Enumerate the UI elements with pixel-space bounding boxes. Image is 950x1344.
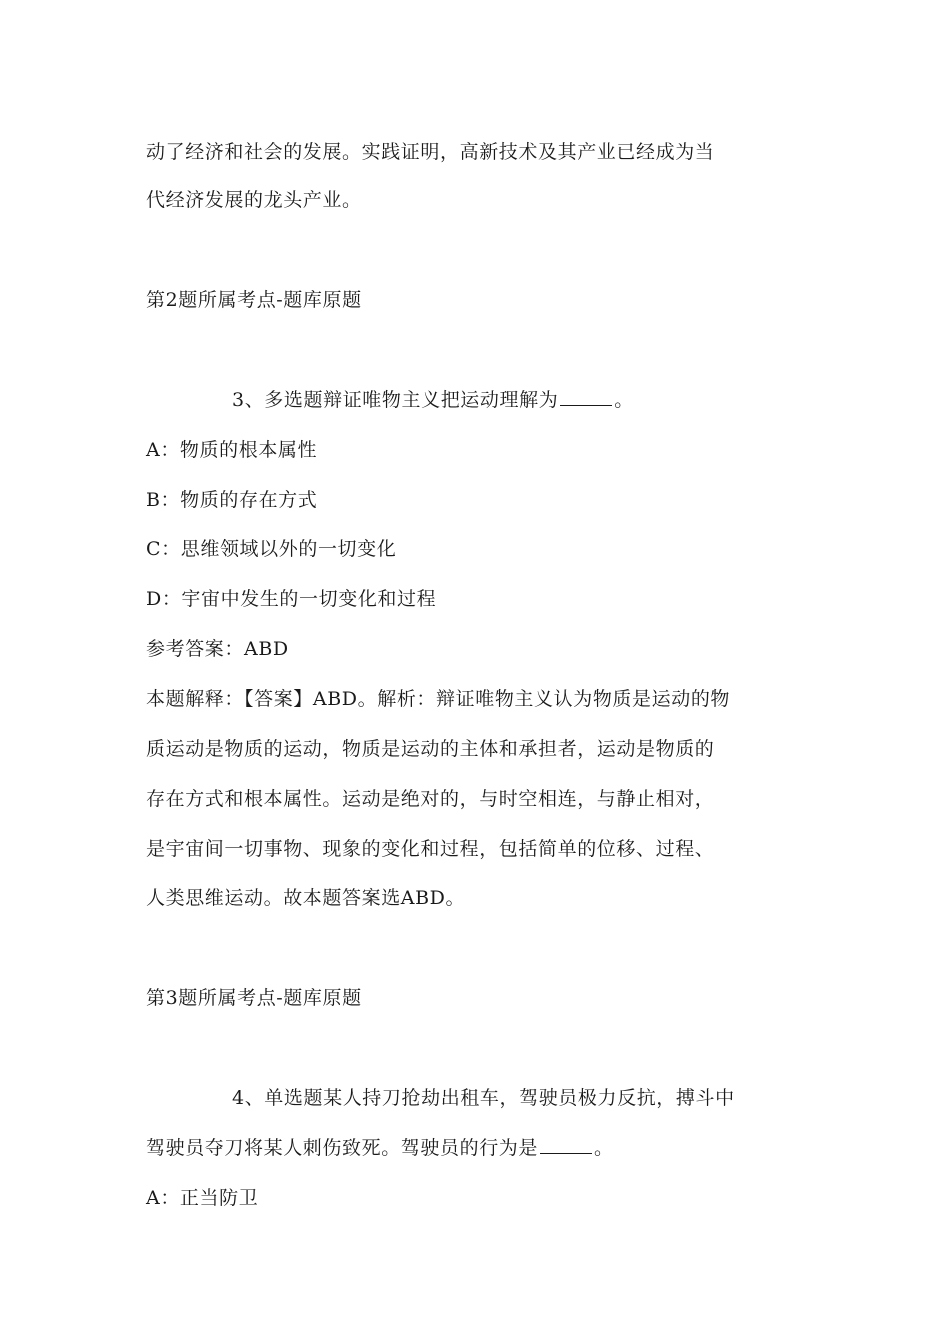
q3-stem [232,387,811,413]
q3-explanation-line-5: 人类思维运动。故本题答案选ABD。 [146,887,466,909]
q4-option-a: A：正当防卫 [146,1187,259,1209]
q3-option-d: D：宇宙中发生的一切变化和过程 [146,588,437,610]
q4-answer-blank [540,1137,592,1154]
q2-source-label: 第2题所属考点-题库原题 [146,289,362,311]
q3-stem-text: 3、多选题辩证唯物主义把运动理解为 [232,389,559,411]
q3-answer: 参考答案：ABD [146,638,289,660]
q2-tail-line-2: 代经济发展的龙头产业。 [146,189,362,211]
q2-tail-line-1: 动了经济和社会的发展。实践证明，高新技术及其产业已经成为当 [146,141,715,163]
q3-answer-blank [560,389,612,406]
q3-option-c: C：思维领域以外的一切变化 [146,538,397,560]
q3-source-label: 第3题所属考点-题库原题 [146,987,362,1009]
q4-stem-text: 驾驶员夺刀将某人刺伤致死。驾驶员的行为是 [146,1137,539,1159]
q3-option-b: B：物质的存在方式 [146,489,318,511]
q4-stem-end: 。 [594,1137,614,1159]
q3-explanation-line-4: 是宇宙间一切事物、现象的变化和过程，包括简单的位移、过程、 [146,838,715,860]
q3-explanation-line-3: 存在方式和根本属性。运动是绝对的，与时空相连，与静止相对， [146,788,715,810]
q3-option-a: A：物质的根本属性 [146,439,318,461]
q4-stem-line-2 [146,1135,811,1161]
q3-explanation-line-1: 本题解释：【答案】ABD。解析：辩证唯物主义认为物质是运动的物 [146,688,731,710]
q3-explanation-line-2: 质运动是物质的运动，物质是运动的主体和承担者，运动是物质的 [146,738,715,760]
q4-stem-line-1: 4、单选题某人持刀抢劫出租车，驾驶员极力反抗，搏斗中 [232,1087,735,1109]
q3-stem-end: 。 [614,389,634,411]
